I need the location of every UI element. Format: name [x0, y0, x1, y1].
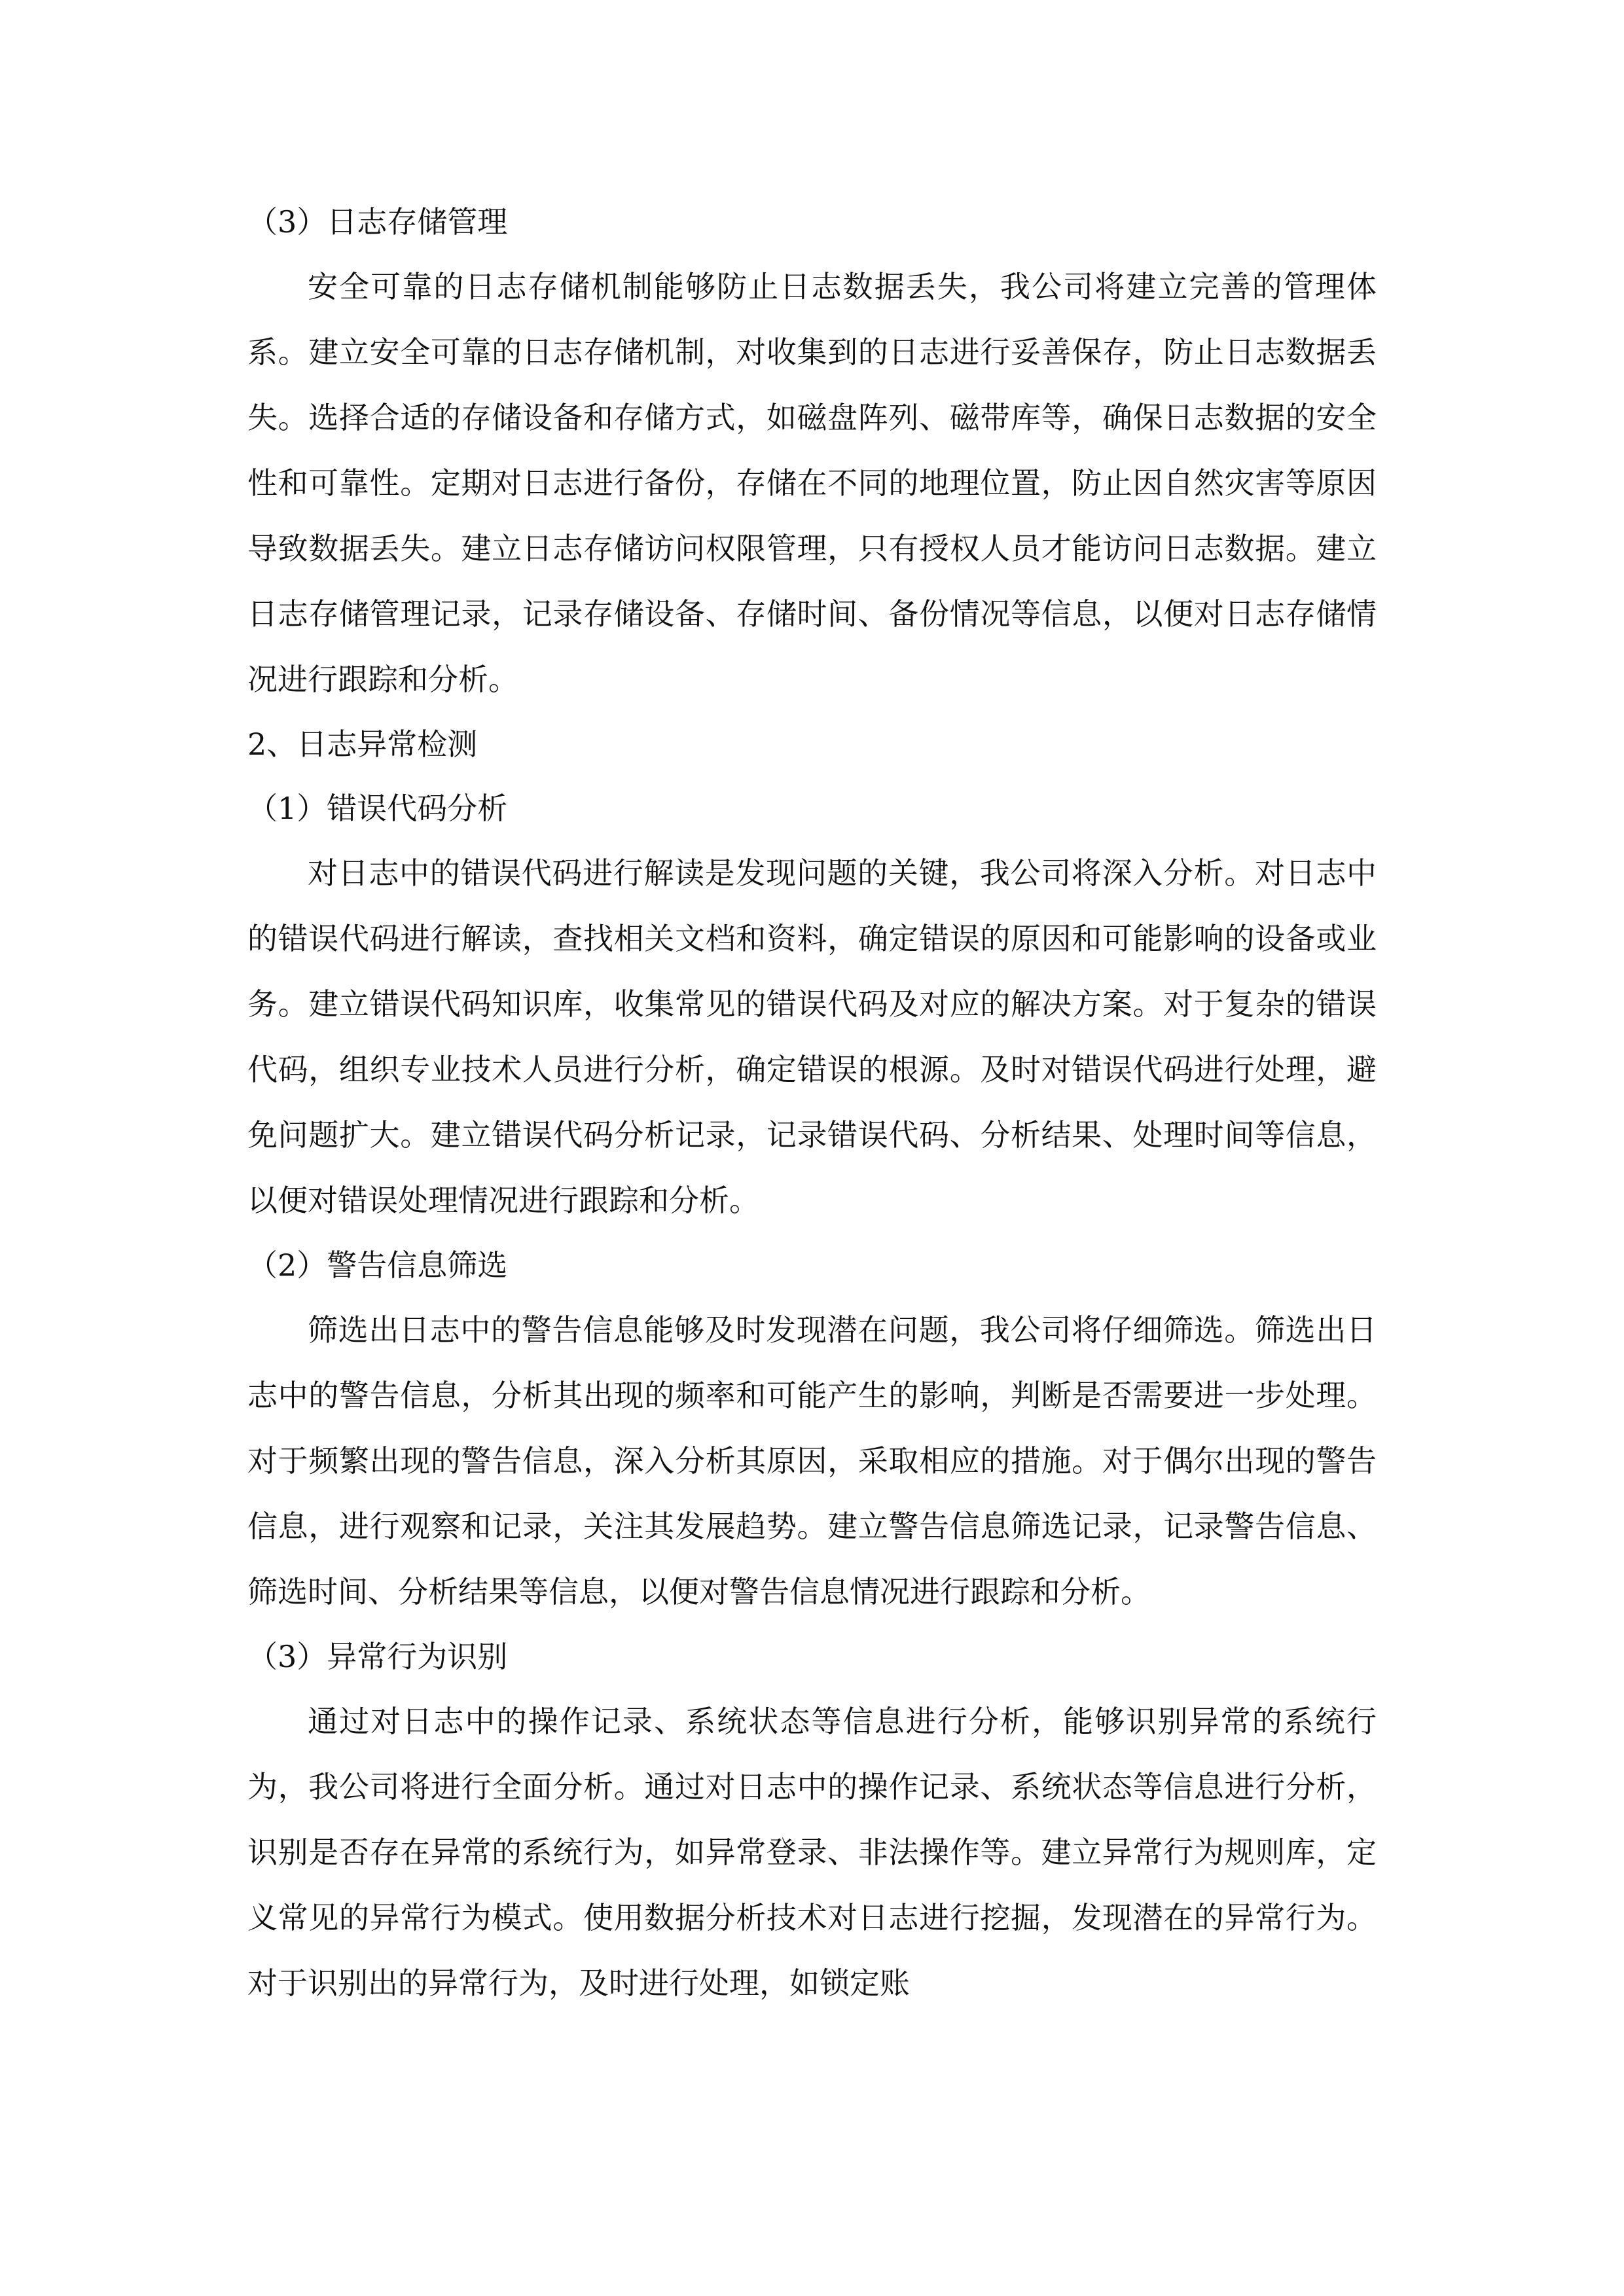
paragraph-abnormal-behavior: 通过对日志中的操作记录、系统状态等信息进行分析，能够识别异常的系统行为，我公司将进行全面分析。通过对日志中的操作记录、系统状态等信息进行分析，识别是否存在异常的系统行为，如异常登录、非法操作等。建立异常行为规则库，定义常见的异常行为模式。使用数据分析技术对日志进行挖掘，发现潜在的异常行为。对于识别出的异常行为，及时进行处理，如锁定账 — [247, 1704, 1377, 2001]
paragraph-error-code-analysis: 对日志中的错误代码进行解读是发现问题的关键，我公司将深入分析。对日志中的错误代码进行解读，查找相关文档和资料，确定错误的原因和可能影响的设备或业务。建立错误代码知识库，收集常见的错误代码及对应的解决方案。对于复杂的错误代码，组织专业技术人员进行分析，确定错误的根源。及时对错误代码进行处理，避免问题扩大。建立错误代码分析记录，记录错误代码、分析结果、处理时间等信息，以便对错误处理情况进行跟踪和分析。 — [247, 855, 1377, 1218]
section-heading-log-storage: （3）日志存储管理 — [247, 204, 508, 240]
section-heading-warning-filter: （2）警告信息筛选 — [247, 1247, 508, 1283]
document-body — [247, 190, 1377, 2016]
paragraph-log-storage: 安全可靠的日志存储机制能够防止日志数据丢失，我公司将建立完善的管理体系。建立安全可靠的日志存储机制，对收集到的日志进行妥善保存，防止日志数据丢失。选择合适的存储设备和存储方式，如磁盘阵列、磁带库等，确保日志数据的安全性和可靠性。定期对日志进行备份，存储在不同的地理位置，防止因自然灾害等原因导致数据丢失。建立日志存储访问权限管理，只有授权人员才能访问日志数据。建立日志存储管理记录，记录存储设备、存储时间、备份情况等信息，以便对日志存储情况进行跟踪和分析。 — [247, 269, 1377, 697]
section-heading-error-code-analysis: （1）错误代码分析 — [247, 791, 508, 826]
section-heading-log-anomaly-detection: 2、日志异常检测 — [247, 726, 478, 762]
paragraph-warning-filter: 筛选出日志中的警告信息能够及时发现潜在问题，我公司将仔细筛选。筛选出日志中的警告信息，分析其出现的频率和可能产生的影响，判断是否需要进一步处理。对于频繁出现的警告信息，深入分析其原因，采取相应的措施。对于偶尔出现的警告信息，进行观察和记录，关注其发展趋势。建立警告信息筛选记录，记录警告信息、筛选时间、分析结果等信息，以便对警告信息情况进行跟踪和分析。 — [247, 1312, 1377, 1609]
section-heading-abnormal-behavior: （3）异常行为识别 — [247, 1639, 508, 1674]
